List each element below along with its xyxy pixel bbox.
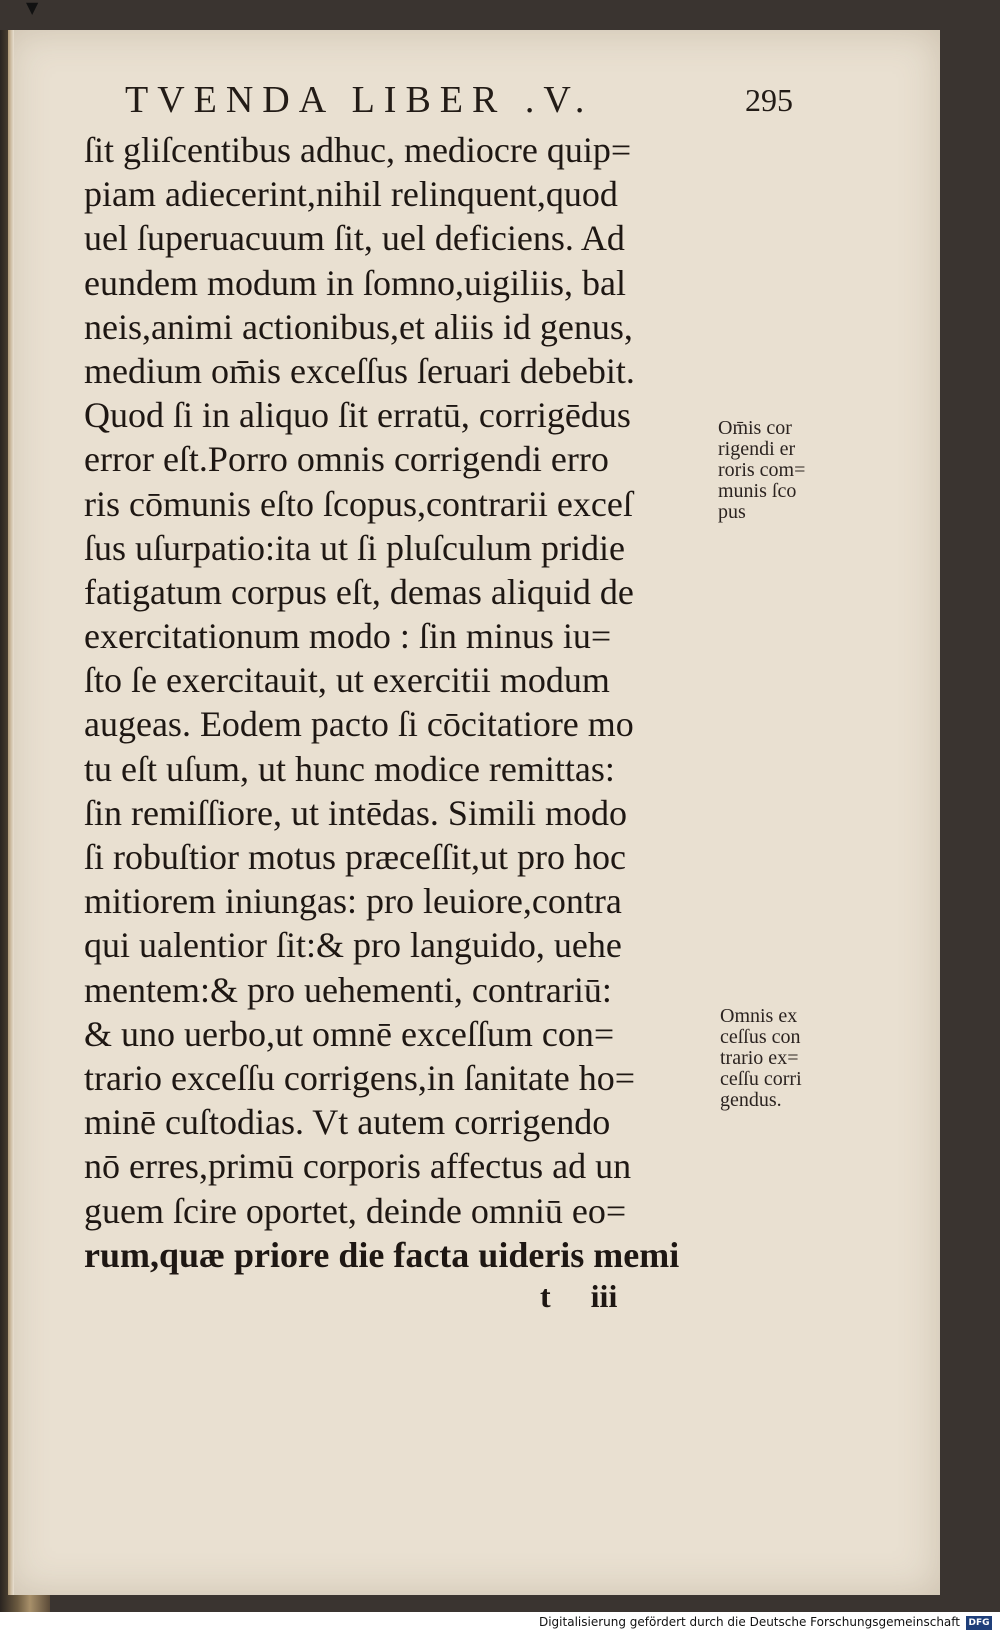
note-line: roris com= xyxy=(718,459,806,481)
text-line: ſin remiſſiore, ut intēdas. Simili modo xyxy=(84,792,627,833)
text-line: tu eſt uſum, ut hunc modice remittas: xyxy=(84,748,615,789)
note-line: Om̄is cor xyxy=(718,417,792,439)
running-title: TVENDA LIBER .V. xyxy=(125,79,594,121)
text-line: ſi robuſtior motus præceſſit,ut pro hoc xyxy=(84,837,626,877)
text-line: error eſt.Porro omnis corrigendi erro xyxy=(84,439,609,480)
marginal-note-2 xyxy=(720,1006,850,1111)
note-line: munis ſco xyxy=(718,480,797,502)
text-line: mentem:& pro uehementi, contrariū: xyxy=(84,969,612,1010)
text-line: ſit gliſcentibus adhuc, mediocre quip= xyxy=(84,130,632,170)
text-line: & uno uerbo,ut omnē exceſſum con= xyxy=(84,1013,615,1054)
text-line: fatigatum corpus eſt, demas aliquid de xyxy=(84,571,634,612)
text-line: ſto ſe exercitauit, ut exercitii modum xyxy=(84,660,610,701)
footer-bar xyxy=(0,1612,1000,1635)
text-line: augeas. Eodem pacto ſi cōcitatiore mo xyxy=(84,704,634,745)
funding-credit: Digitalisierung gefördert durch die Deutsche Forschungsgemeinschaft xyxy=(538,1615,960,1629)
note-line: rigendi er xyxy=(718,438,796,460)
text-line: minē cuſtodias. Vt autem corrigendo xyxy=(84,1102,611,1143)
text-line: neis,animi actionibus,et aliis id genus, xyxy=(84,306,633,347)
corner-marker-icon: ▼ xyxy=(26,0,39,17)
text-line: rum,quæ priore die facta uideris memi xyxy=(84,1234,680,1275)
marginal-note-1 xyxy=(718,418,848,523)
note-line: gendus. xyxy=(720,1089,782,1111)
text-line: Quod ſi in aliquo ſit erratū, corrigēdus xyxy=(84,395,631,436)
signature-letter: t xyxy=(540,1278,551,1314)
text-line: medium om̄is exceſſus ſeruari debebit. xyxy=(84,350,635,391)
dfg-logo-icon: DFG xyxy=(966,1616,992,1630)
text-line: mitiorem iniungas: pro leuiore,contra xyxy=(84,881,622,922)
signature-numeral: iii xyxy=(590,1278,618,1314)
page-gutter-shadow xyxy=(8,30,14,1595)
text-line: guem ſcire oportet, deinde omniū eo= xyxy=(84,1190,627,1231)
page-number: 295 xyxy=(745,82,793,118)
text-line: qui ualentior ſit:& pro languido, uehe xyxy=(84,925,622,966)
text-line: ris cōmunis eſto ſcopus,contrarii exceſ xyxy=(84,483,633,524)
note-line: ceſſu corri xyxy=(720,1068,802,1090)
text-line: eundem modum in ſomno,uigiliis, bal xyxy=(84,262,626,303)
text-line: nō erres,primū corporis affectus ad un xyxy=(84,1146,632,1187)
note-line: trario ex= xyxy=(720,1047,799,1069)
page-header xyxy=(125,78,805,130)
note-line: pus xyxy=(718,501,746,523)
note-line: Omnis ex xyxy=(720,1005,798,1027)
text-line: exercitationum modo : ſin minus iu= xyxy=(84,616,612,657)
note-line: ceſſus con xyxy=(720,1026,801,1048)
text-line: ſus uſurpatio:ita ut ſi pluſculum pridie xyxy=(84,527,625,568)
text-line: piam adiecerint,nihil relinquent,quod xyxy=(84,174,618,215)
scan-top-border xyxy=(0,0,1000,30)
signature-mark xyxy=(540,1278,700,1318)
main-text-block xyxy=(84,128,744,1277)
text-line: uel ſuperuacuum ſit, uel deficiens. Ad xyxy=(84,218,625,259)
text-line: trario exceſſu corrigens,in ſanitate ho= xyxy=(84,1057,636,1098)
